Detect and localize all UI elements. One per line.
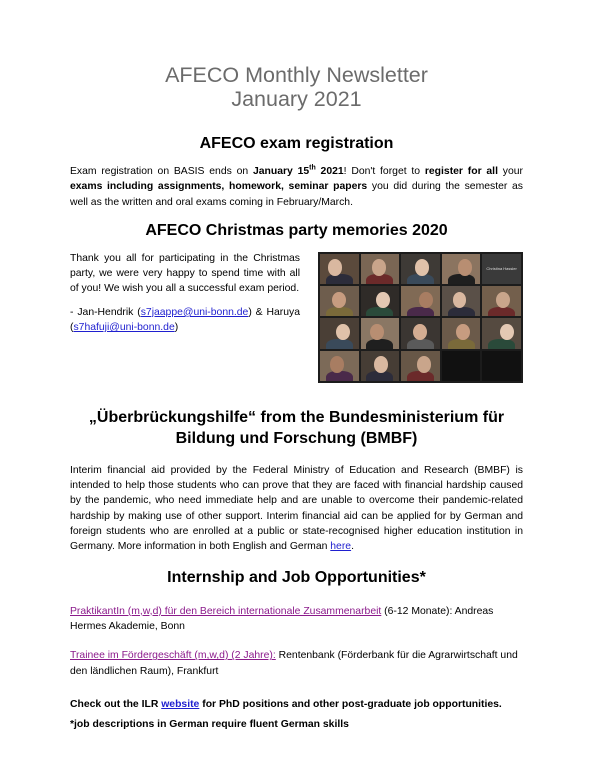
video-tile	[442, 351, 481, 381]
title-line-1: AFECO Monthly Newsletter	[165, 63, 428, 87]
job-link-praktikant[interactable]: PraktikantIn (m,w,d) für den Bereich internationale Zusammenarbeit	[70, 605, 382, 617]
participant-body	[326, 274, 353, 284]
christmas-thanks: Thank you all for participating in the Christmas party, we were very happy to spend time with all of you! We wish you all a successful exam period.	[70, 252, 300, 295]
ilr-suffix: for PhD positions and other post-graduate job opportunities.	[199, 698, 502, 710]
participant-face	[376, 292, 390, 309]
signature-prefix: - Jan-Hendrik (	[70, 306, 141, 318]
bmbf-here-link[interactable]: here	[330, 541, 352, 553]
bmbf-heading	[70, 407, 523, 449]
christmas-section	[70, 251, 523, 383]
participant-face	[419, 292, 433, 309]
christmas-text	[70, 251, 300, 383]
participant-name-label: Christina Hassler	[486, 265, 517, 271]
video-tile	[361, 286, 400, 316]
video-tile	[401, 351, 440, 381]
christmas-signature	[70, 305, 300, 336]
participant-body	[407, 307, 434, 317]
video-tile	[320, 318, 359, 348]
exam-date-suffix: th	[309, 164, 316, 172]
participant-body	[488, 307, 515, 317]
participant-body	[326, 339, 353, 349]
participant-face	[328, 259, 342, 276]
job-item	[70, 648, 523, 679]
newsletter-title	[70, 0, 523, 111]
exam-date	[253, 166, 344, 177]
exam-date-year: 2021	[315, 166, 344, 177]
participant-body	[448, 274, 475, 284]
video-tile	[361, 351, 400, 381]
ilr-prefix: Check out the ILR	[70, 698, 162, 710]
participant-face	[496, 292, 510, 309]
participant-body	[407, 339, 434, 349]
job-link-trainee[interactable]: Trainee im Fördergeschäft (m,w,d) (2 Jahre):	[70, 650, 276, 662]
exam-bold-1: register for all	[424, 166, 498, 177]
video-tile	[401, 254, 440, 284]
participant-body	[448, 339, 475, 349]
participant-face	[456, 324, 470, 341]
video-tile	[482, 318, 521, 348]
video-tile	[482, 351, 521, 381]
video-tile	[361, 318, 400, 348]
bmbf-end: .	[351, 541, 354, 553]
participant-face	[417, 356, 431, 373]
video-tile	[442, 254, 481, 284]
exam-text-4: you did during the semester as well as the written and oral exams coming in February/March.	[70, 181, 523, 208]
ilr-paragraph	[70, 697, 523, 712]
participant-body	[366, 339, 393, 349]
exam-paragraph	[70, 164, 523, 210]
participant-face	[336, 324, 350, 341]
participant-body	[448, 307, 475, 317]
video-tile	[482, 254, 521, 284]
video-tile	[442, 318, 481, 348]
participant-body	[326, 307, 353, 317]
participant-body	[366, 307, 393, 317]
participant-face	[332, 292, 346, 309]
job-details: Rentenbank (Förderbank für die Agrarwirtschaft und den ländlichen Raum), Frankfurt	[70, 650, 518, 677]
bmbf-paragraph	[70, 463, 523, 555]
signature-suffix: )	[174, 322, 179, 334]
exam-heading: AFECO exam registration	[199, 135, 394, 152]
email-link-haruya[interactable]: s7hafuji@uni-bonn.de	[73, 322, 175, 334]
exam-text-2: ! Don't forget to	[343, 166, 425, 177]
bmbf-heading-line-2: Bildung und Forschung (BMBF)	[175, 429, 418, 447]
participant-face	[453, 292, 467, 309]
participant-body	[407, 371, 434, 381]
exam-date-day: January 15	[252, 166, 310, 177]
participant-body	[326, 371, 353, 381]
participant-face	[330, 356, 344, 373]
video-tile	[320, 286, 359, 316]
video-tile	[320, 254, 359, 284]
participant-face	[415, 259, 429, 276]
participant-face	[370, 324, 384, 341]
video-tile	[361, 254, 400, 284]
email-link-jan-hendrik[interactable]: s7jaappe@uni-bonn.de	[140, 306, 249, 318]
participant-body	[488, 339, 515, 349]
video-tile	[320, 351, 359, 381]
signature-mid: ) & Haruya (	[70, 306, 300, 334]
german-skills-note: *job descriptions in German require fluent German skills	[70, 719, 349, 731]
video-tile	[442, 286, 481, 316]
ilr-website-link[interactable]: website	[161, 698, 200, 710]
video-tile	[482, 286, 521, 316]
participant-face	[372, 259, 386, 276]
exam-text-3: your	[497, 166, 523, 177]
bmbf-heading-line-1: „Überbrückungshilfe“ from the Bundesministerium für	[88, 408, 505, 426]
jobs-heading: Internship and Job Opportunities*	[167, 568, 426, 586]
title-line-2: January 2021	[231, 87, 362, 111]
participant-face	[458, 259, 472, 276]
bmbf-text: Interim financial aid provided by the Federal Ministry of Education and Research (BMBF) is intended to help those students who can prove that they are faced with financial hardship caused by the pandemic, who need immediate help and are unable to overcome their pandemic-related hardship by making use of other support. Interim financial aid can be applied for by German and foreign students who are enrolled at a public or state-recognised higher education institution in Germany. More information in both English and German	[70, 464, 523, 553]
participant-face	[413, 324, 427, 341]
exam-text-1: Exam registration on BASIS ends on	[70, 166, 253, 177]
christmas-party-photo	[318, 252, 523, 383]
job-item	[70, 604, 523, 635]
participant-face	[374, 356, 388, 373]
video-tile	[401, 318, 440, 348]
exam-bold-2: exams including assignments, homework, seminar papers	[70, 181, 368, 193]
video-tile	[401, 286, 440, 316]
job-details: (6-12 Monate): Andreas Hermes Akademie, Bonn	[70, 605, 494, 632]
participant-face	[500, 324, 514, 341]
christmas-heading: AFECO Christmas party memories 2020	[145, 221, 448, 239]
